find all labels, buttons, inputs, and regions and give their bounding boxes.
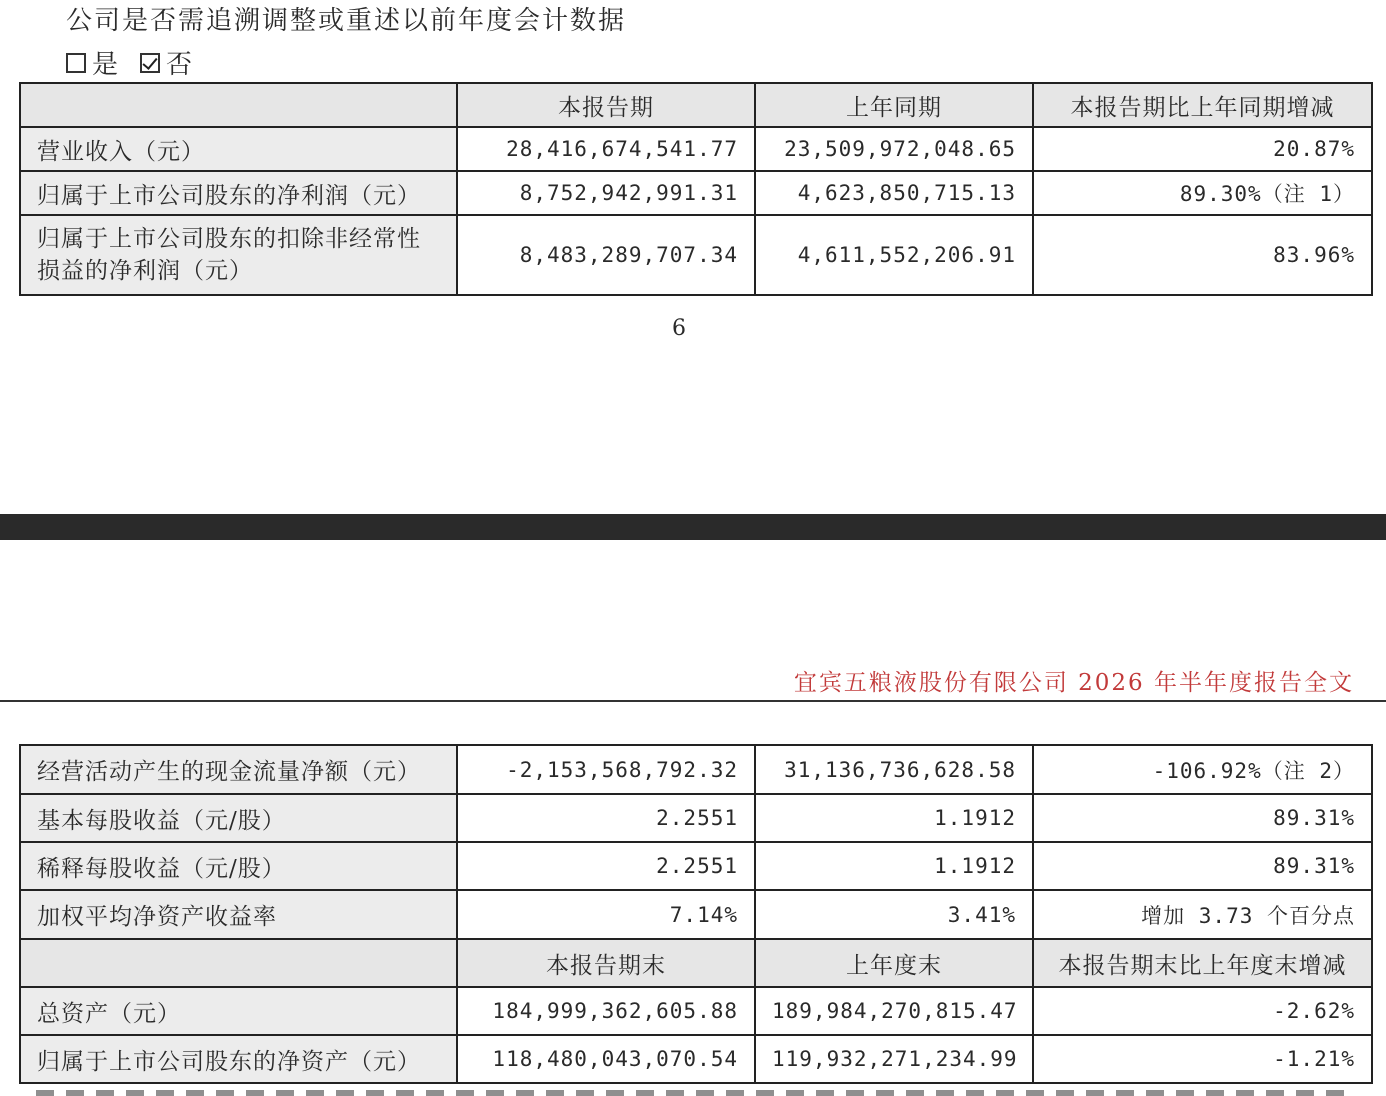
restatement-question: 公司是否需追溯调整或重述以前年度会计数据 [66, 6, 627, 36]
table2-header-row [20, 939, 1372, 987]
table-row [20, 842, 1372, 890]
row-current: 2.2551 [457, 842, 755, 890]
header-cell-blank [20, 83, 457, 127]
row-current: 28,416,674,541.77 [457, 127, 755, 171]
row-prior: 4,611,552,206.91 [755, 215, 1033, 295]
checkbox-empty-icon [66, 53, 86, 73]
row-label: 营业收入（元） [20, 127, 457, 171]
row-change: 20.87% [1033, 127, 1372, 171]
row-current: 2.2551 [457, 794, 755, 842]
row-change: -1.21% [1033, 1035, 1372, 1083]
row-prior: 189,984,270,815.47 [755, 987, 1033, 1035]
financial-table-2 [19, 744, 1373, 1084]
row-label: 经营活动产生的现金流量净额（元） [20, 745, 457, 794]
checkbox-checked-icon [140, 53, 160, 73]
table-row [20, 127, 1372, 171]
table-row [20, 171, 1372, 215]
row-current: 8,483,289,707.34 [457, 215, 755, 295]
page-number: 6 [672, 316, 686, 341]
row-prior: 4,623,850,715.13 [755, 171, 1033, 215]
row-change: -106.92%（注 2） [1033, 745, 1372, 794]
row-prior: 1.1912 [755, 842, 1033, 890]
option-no[interactable] [140, 44, 192, 81]
option-yes[interactable] [66, 44, 118, 81]
row-current: 7.14% [457, 890, 755, 939]
row-label: 基本每股收益（元/股） [20, 794, 457, 842]
row-change: 89.30%（注 1） [1033, 171, 1372, 215]
report-header-title: 宜宾五粮液股份有限公司 2026 年半年度报告全文 [793, 670, 1354, 696]
row-current: -2,153,568,792.32 [457, 745, 755, 794]
table-row [20, 215, 1372, 295]
row-prior: 119,932,271,234.99 [755, 1035, 1033, 1083]
row-label: 总资产（元） [20, 987, 457, 1035]
row-change: 增加 3.73 个百分点 [1033, 890, 1372, 939]
page-break-bar [0, 514, 1386, 540]
row-prior: 23,509,972,048.65 [755, 127, 1033, 171]
table-row [20, 794, 1372, 842]
cut-off-footnote-text [36, 1086, 1356, 1096]
row-prior: 31,136,736,628.58 [755, 745, 1033, 794]
table1-header-row [20, 83, 1372, 127]
table-row [20, 890, 1372, 939]
row-change: 83.96% [1033, 215, 1372, 295]
header-period-end: 本报告期末 [457, 939, 755, 987]
financial-table-1 [19, 82, 1373, 296]
row-prior: 1.1912 [755, 794, 1033, 842]
header-rule [0, 700, 1386, 702]
row-label: 加权平均净资产收益率 [20, 890, 457, 939]
row-current: 8,752,942,991.31 [457, 171, 755, 215]
row-prior: 3.41% [755, 890, 1033, 939]
header-current-period: 本报告期 [457, 83, 755, 127]
header-change: 本报告期比上年同期增减 [1033, 83, 1372, 127]
row-change: 89.31% [1033, 842, 1372, 890]
option-no-label: 否 [166, 50, 193, 80]
row-current: 184,999,362,605.88 [457, 987, 755, 1035]
table-row [20, 987, 1372, 1035]
restatement-options [66, 44, 192, 81]
row-label: 归属于上市公司股东的净利润（元） [20, 171, 457, 215]
header-cell-blank [20, 939, 457, 987]
header-change-vs-year-end: 本报告期末比上年度末增减 [1033, 939, 1372, 987]
row-label: 归属于上市公司股东的扣除非经常性损益的净利润（元） [20, 215, 457, 295]
header-prior-period: 上年同期 [755, 83, 1033, 127]
row-label: 归属于上市公司股东的净资产（元） [20, 1035, 457, 1083]
row-change: 89.31% [1033, 794, 1372, 842]
row-label: 稀释每股收益（元/股） [20, 842, 457, 890]
row-change: -2.62% [1033, 987, 1372, 1035]
row-current: 118,480,043,070.54 [457, 1035, 755, 1083]
header-prior-year-end: 上年度末 [755, 939, 1033, 987]
table-row [20, 1035, 1372, 1083]
option-yes-label: 是 [92, 50, 119, 80]
table-row [20, 745, 1372, 794]
